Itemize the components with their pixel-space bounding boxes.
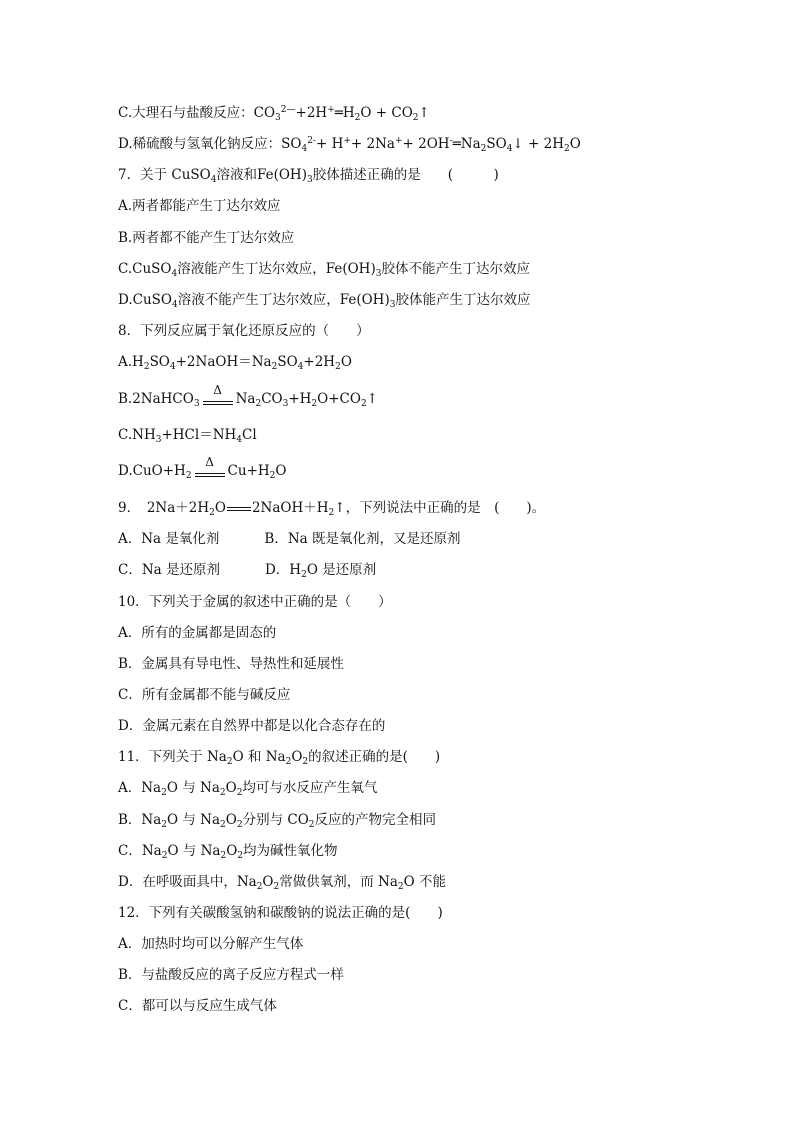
sub: 2 <box>301 570 307 580</box>
q10-option-d: D．金属元素在自然界中都是以化合态存在的 <box>118 718 386 734</box>
sub: 2 <box>226 757 233 767</box>
sub: 2 <box>273 882 280 892</box>
text: 胶体描述正确的是 ( ) <box>312 167 499 183</box>
sub: 2 <box>328 508 335 518</box>
text: O <box>569 136 581 152</box>
sub: 2 <box>302 757 309 767</box>
text: O <box>225 780 237 796</box>
q7-option-c <box>118 260 530 278</box>
text: C.大理石与盐酸反应：CO <box>118 105 276 121</box>
text: 9． 2Na＋2H <box>118 500 210 516</box>
sub: 3 <box>282 399 289 409</box>
text: O 和 Na <box>232 749 286 765</box>
text: O <box>291 749 303 765</box>
q11-option-d <box>118 873 446 891</box>
q12-option-c: C．都可以与反应生成气体 <box>118 998 277 1014</box>
text: +H <box>288 391 312 407</box>
question-10: 10．下列关于金属的叙述中正确的是（ ） <box>118 594 392 610</box>
question-9 <box>118 499 545 517</box>
text: H <box>342 105 355 121</box>
sub: 4 <box>301 144 308 154</box>
text: O 与 Na <box>167 812 221 828</box>
q8-option-d <box>118 455 287 481</box>
text: 均可与水反应产生氧气 <box>242 780 378 796</box>
sup: + <box>327 105 335 115</box>
text: C.CuSO <box>118 261 172 277</box>
sub: 2 <box>397 882 404 892</box>
bar <box>227 510 251 511</box>
text: +2H <box>295 105 328 121</box>
text: O <box>214 500 226 516</box>
sub: 3 <box>155 435 162 445</box>
sub: 2 <box>360 399 367 409</box>
text: C.NH <box>118 427 156 443</box>
bar <box>203 401 233 402</box>
text: B．Na <box>118 812 162 828</box>
sup: 2— <box>280 105 296 115</box>
q7-option-d <box>118 291 530 309</box>
text: ↑，下列说法中正确的是 ( )。 <box>334 500 546 516</box>
sub: 2 <box>335 362 341 372</box>
text: ↑ <box>418 105 430 121</box>
q10-option-c: C．所有金属都不能与碱反应 <box>118 687 291 703</box>
q11-option-c <box>118 842 338 860</box>
text: Cu+H <box>227 463 270 479</box>
q9-options-ab <box>118 530 460 548</box>
q9-option-c: C．Na 是还原剂 <box>118 562 220 578</box>
text: 溶液能产生丁达尔效应，Fe(OH) <box>177 261 376 277</box>
sub: 2 <box>236 788 243 798</box>
question-7 <box>118 166 499 184</box>
text: 7．关于 CuSO <box>118 167 211 183</box>
text: ↓ + 2H <box>512 136 564 152</box>
sub: 4 <box>506 144 513 154</box>
text: A.H <box>118 354 144 370</box>
text: SO <box>149 354 170 370</box>
text: O 是还原剂 <box>306 562 377 578</box>
text: 11．下列关于 Na <box>118 749 227 765</box>
sub: 2 <box>256 882 263 892</box>
bar <box>203 404 233 405</box>
q6-option-c <box>118 104 430 122</box>
sub: 2 <box>237 851 243 861</box>
sup: - <box>449 136 453 146</box>
text: O 与 Na <box>167 843 221 859</box>
text: 反应的产物完全相同 <box>314 812 437 828</box>
sup: + <box>343 136 351 146</box>
bar <box>227 507 251 508</box>
q11-option-a <box>118 779 377 797</box>
sub: 4 <box>171 269 178 279</box>
text: O 与 Na <box>166 780 220 796</box>
text: D．在呼吸面具中，Na <box>118 874 257 890</box>
sub: 2 <box>219 788 226 798</box>
text: 溶液和Fe(OH) <box>216 167 307 183</box>
q8-option-c <box>118 426 257 444</box>
text: O 不能 <box>403 874 446 890</box>
text: C．Na <box>118 843 162 859</box>
q10-option-a: A．所有的金属都是固态的 <box>118 625 277 641</box>
text: 均为碱性氧化物 <box>243 843 338 859</box>
text: SO <box>277 354 298 370</box>
text: + 2OH <box>402 136 450 152</box>
text: + 2Na <box>350 136 395 152</box>
sub: 3 <box>375 269 382 279</box>
text: O+CO <box>317 391 361 407</box>
sub: 2 <box>480 144 487 154</box>
text: SO <box>486 136 507 152</box>
sub: 2 <box>271 362 278 372</box>
sub: 2 <box>143 362 150 372</box>
sub: 3 <box>306 175 313 185</box>
sub: 3 <box>193 399 200 409</box>
text: O <box>340 354 352 370</box>
sub: 2 <box>311 399 318 409</box>
sub: 2 <box>236 820 243 830</box>
sub: 2 <box>255 399 262 409</box>
q8-option-b <box>118 383 378 409</box>
text: B.2NaHCO <box>118 391 194 407</box>
q9-option-a: A．Na 是氧化剂 <box>118 531 220 547</box>
question-11 <box>118 748 440 766</box>
sub: 2 <box>285 757 292 767</box>
text: 胶体能产生丁达尔效应 <box>395 292 531 308</box>
text: O <box>226 843 238 859</box>
text: +2NaOH＝Na <box>175 354 272 370</box>
sub: 2 <box>564 144 570 154</box>
text: O + CO <box>360 105 413 121</box>
sub: 4 <box>210 175 217 185</box>
text: D.CuSO <box>118 292 172 308</box>
sub: 2 <box>161 820 168 830</box>
q6-option-d <box>118 135 581 153</box>
sub: 2 <box>209 508 215 518</box>
text: 分别与 CO <box>242 812 309 828</box>
sub: 2 <box>412 113 419 123</box>
q7-option-a: A.两者都能产生丁达尔效应 <box>118 198 281 214</box>
text: 胶体不能产生丁达尔效应 <box>381 261 530 277</box>
sup: 2- <box>307 136 316 146</box>
text: O <box>275 463 287 479</box>
sub: 2 <box>220 851 227 861</box>
sub: 2 <box>185 471 192 481</box>
text: Na <box>235 391 256 407</box>
q9-option-d <box>265 562 376 578</box>
text: A．Na <box>118 780 162 796</box>
text: O <box>225 812 237 828</box>
sub: 2 <box>354 113 361 123</box>
text: 常做供氧剂，而 Na <box>279 874 398 890</box>
sub: 3 <box>389 300 396 310</box>
q9-options-cd <box>118 561 376 579</box>
text: D.稀硫酸与氢氧化钠反应：SO <box>118 136 302 152</box>
q8-option-a <box>118 353 352 371</box>
text: +HCl＝NH <box>161 427 237 443</box>
q12-option-b: B．与盐酸反应的离子反应方程式一样 <box>118 967 344 983</box>
text: 溶液不能产生丁达尔效应，Fe(OH) <box>177 292 390 308</box>
heating-condition <box>194 455 226 480</box>
text: + H <box>315 136 344 152</box>
sub: 2 <box>220 820 226 830</box>
sub: 2 <box>161 788 167 798</box>
text: O <box>262 874 274 890</box>
q11-option-b <box>118 811 436 829</box>
heating-condition <box>202 383 234 408</box>
text: Cl <box>242 427 257 443</box>
q10-option-b: B．金属具有导电性、导热性和延展性 <box>118 656 344 672</box>
sub: 2 <box>308 820 315 830</box>
sup: + <box>394 136 403 146</box>
text: D.CuO+H <box>118 463 186 479</box>
q7-option-b: B.两者都不能产生丁达尔效应 <box>118 230 295 246</box>
q12-option-a: A．加热时均可以分解产生气体 <box>118 936 304 952</box>
delta-symbol: Δ <box>205 455 214 469</box>
text: Na <box>460 136 481 152</box>
sub: 2 <box>269 471 276 481</box>
sub: 4 <box>169 362 176 372</box>
sub: 4 <box>171 300 178 310</box>
question-8: 8．下列反应属于氧化还原反应的（ ） <box>118 323 370 339</box>
text: D．H <box>264 562 302 578</box>
question-12: 12．下列有关碳酸氢钠和碳酸钠的说法正确的是( ) <box>118 905 443 921</box>
sub: 4 <box>297 362 304 372</box>
delta-symbol: Δ <box>213 383 222 397</box>
equals-sign <box>227 499 251 517</box>
text: ↑ <box>366 391 378 407</box>
sub: 2 <box>161 851 168 861</box>
bar <box>195 473 225 474</box>
equals-sign: ═ <box>334 105 343 121</box>
text: CO <box>261 391 283 407</box>
sub: 4 <box>236 435 243 445</box>
bar <box>195 476 225 477</box>
text: 的叙述正确的是( ) <box>308 749 441 765</box>
equals-sign: ═ <box>452 136 461 152</box>
q9-option-b: B．Na 既是氧化剂，又是还原剂 <box>264 531 461 547</box>
sub: 3 <box>275 113 281 123</box>
text: 2NaOH＋H <box>251 500 329 516</box>
text: +2H <box>303 354 336 370</box>
